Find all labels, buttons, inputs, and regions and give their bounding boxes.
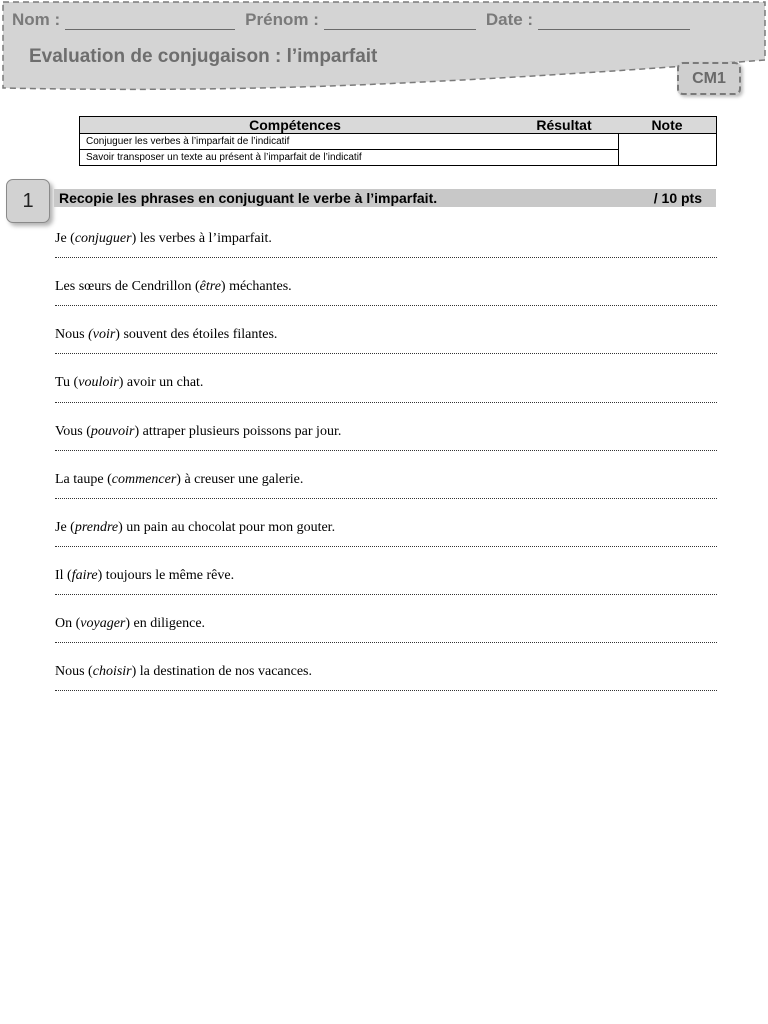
competence-label: Conjuguer les verbes à l’imparfait de l’indicatif — [80, 134, 619, 150]
date-field[interactable] — [538, 13, 690, 30]
exercise-number-badge: 1 — [6, 179, 50, 223]
sentence-item — [55, 374, 717, 392]
sentence-text: ) à creuser une galerie. — [176, 472, 304, 487]
sentence-text: Nous ( — [55, 664, 93, 679]
sentence-text: Vous ( — [55, 424, 91, 439]
date-label: Date : — [485, 10, 534, 29]
sentence-verb: être — [199, 279, 221, 294]
exercise-instruction-bar — [54, 189, 716, 207]
sentence-verb: commencer — [111, 472, 177, 487]
sentence-item — [55, 663, 717, 681]
sentence-verb: faire — [71, 568, 98, 583]
sentence-item — [55, 471, 717, 489]
sentence-text: ) méchantes. — [220, 279, 292, 294]
sentence-item — [55, 278, 717, 296]
sentence-text: ) souvent des étoiles filantes. — [115, 327, 278, 342]
col-resultat: Résultat — [510, 117, 618, 134]
answer-line[interactable] — [55, 257, 717, 258]
answer-line[interactable] — [55, 498, 717, 499]
sentence-text: ) attraper plusieurs poissons par jour. — [134, 424, 342, 439]
sentence-text: ) la destination de nos vacances. — [131, 664, 313, 679]
note-cell[interactable] — [618, 134, 717, 166]
sentence-verb: conjuguer — [74, 231, 132, 246]
sentence-item — [55, 519, 717, 537]
sentence-item — [55, 230, 717, 248]
sentence-text: Je ( — [55, 231, 75, 246]
nom-field[interactable] — [65, 13, 235, 30]
answer-line[interactable] — [55, 690, 717, 691]
prenom-field[interactable] — [324, 13, 476, 30]
sentence-text: ) en diligence. — [125, 616, 206, 631]
answer-line[interactable] — [55, 546, 717, 547]
answer-line[interactable] — [55, 353, 717, 354]
exercise-points: / 10 pts — [653, 190, 702, 206]
sentence-verb: pouvoir — [90, 424, 135, 439]
competence-row — [80, 134, 717, 150]
sentence-verb: vouloir — [78, 375, 119, 390]
sentence-text: ) avoir un chat. — [118, 375, 204, 390]
sentence-verb: prendre — [74, 520, 119, 535]
sentence-text: Nous — [55, 327, 89, 342]
sentence-verb: choisir — [92, 664, 132, 679]
answer-line[interactable] — [55, 594, 717, 595]
sentence-text: Je ( — [55, 520, 75, 535]
answer-line[interactable] — [55, 450, 717, 451]
sentence-verb: (voir — [88, 327, 116, 342]
sentence-text: On ( — [55, 616, 81, 631]
sentence-text: Il ( — [55, 568, 72, 583]
sentence-item — [55, 615, 717, 633]
sentence-text: Tu ( — [55, 375, 79, 390]
level-badge: CM1 — [677, 62, 741, 95]
sentence-text: ) les verbes à l’imparfait. — [131, 231, 272, 246]
competence-label: Savoir transposer un texte au présent à l’imparfait de l’indicatif — [80, 150, 619, 166]
exercise-instruction: Recopie les phrases en conjuguant le verbe à l’imparfait. — [59, 190, 438, 206]
answer-line[interactable] — [55, 305, 717, 306]
sentence-text: Les sœurs de Cendrillon ( — [55, 279, 200, 294]
nom-label: Nom : — [12, 10, 61, 29]
identity-row — [12, 8, 752, 30]
col-competences: Compétences — [80, 117, 511, 134]
sentence-item — [55, 326, 717, 344]
competences-table — [79, 116, 717, 166]
answer-line[interactable] — [55, 642, 717, 643]
prenom-label: Prénom : — [245, 10, 319, 29]
sentence-text: ) un pain au chocolat pour mon gouter. — [118, 520, 336, 535]
header-banner — [0, 0, 768, 100]
sentence-text: La taupe ( — [55, 472, 112, 487]
sentence-item — [55, 423, 717, 441]
sentence-verb: voyager — [80, 616, 126, 631]
sentence-text: ) toujours le même rêve. — [97, 568, 235, 583]
page-title: Evaluation de conjugaison : l’imparfait — [29, 46, 378, 67]
col-note: Note — [618, 117, 717, 134]
competences-header-row — [80, 117, 717, 134]
answer-line[interactable] — [55, 402, 717, 403]
sentence-item — [55, 567, 717, 585]
